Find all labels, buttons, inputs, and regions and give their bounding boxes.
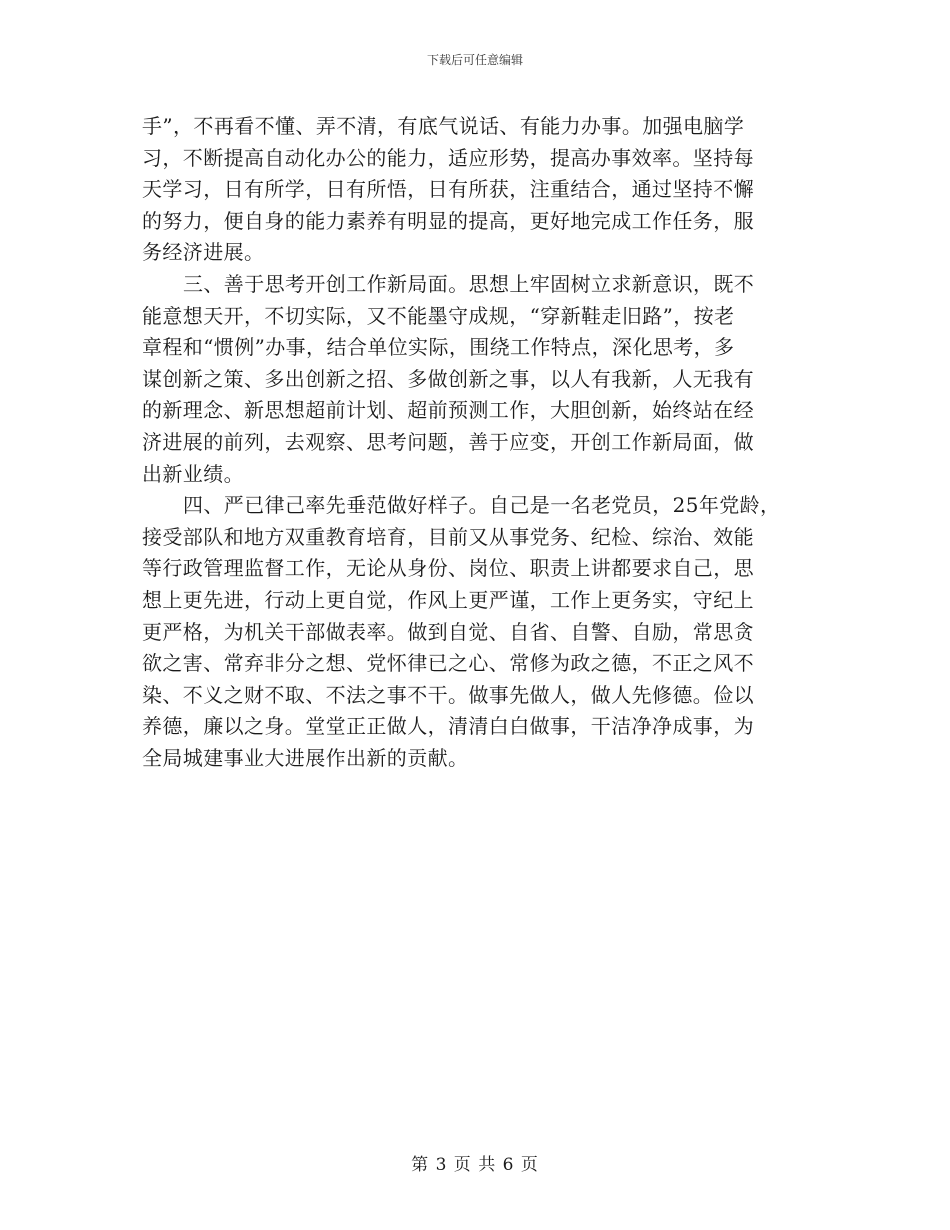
page-number-footer: 第 3 页 共 6 页 bbox=[411, 1155, 539, 1175]
text-line: 三、善于思考开创工作新局面。思想上牢固树立求新意识，既不 bbox=[183, 271, 755, 296]
text-line: 更严格，为机关干部做表率。做到自觉、自省、自警、自励，常思贪 bbox=[142, 619, 754, 644]
text-line: 济进展的前列，去观察、思考问题，善于应变，开创工作新局面，做 bbox=[142, 429, 754, 454]
paragraph-section-three bbox=[142, 269, 802, 490]
text-line: 染、不义之财不取、不法之事不干。做事先做人，做人先修德。俭以 bbox=[142, 682, 754, 707]
text-line: 的新理念、新思想超前计划、超前预测工作，大胆创新，始终站在经 bbox=[142, 398, 754, 423]
text-line: 全局城建事业大进展作出新的贡献。 bbox=[142, 745, 469, 770]
paragraph-section-four bbox=[142, 490, 802, 774]
text-line: 四、严已律己率先垂范做好样子。自己是一名老党员，25年党龄， bbox=[183, 493, 781, 518]
text-line: 接受部队和地方双重教育培育，目前又从事党务、纪检、综治、效能 bbox=[142, 524, 754, 549]
text-line: 能意想天开，不切实际，又不能墨守成规，“穿新鞋走旧路”，按老 bbox=[142, 303, 735, 328]
text-line: 出新业绩。 bbox=[142, 461, 244, 486]
text-line: 务经济进展。 bbox=[142, 240, 265, 265]
text-line: 习，不断提高自动化办公的能力，适应形势，提高办事效率。坚持每 bbox=[142, 145, 754, 170]
text-line: 想上更先进，行动上更自觉，作风上更严谨，工作上更务实，守纪上 bbox=[142, 587, 754, 612]
text-line: 章程和“惯例”办事，结合单位实际，围绕工作特点，深化思考，多 bbox=[142, 335, 735, 360]
text-line: 天学习，日有所学，日有所悟，日有所获，注重结合，通过坚持不懈 bbox=[142, 177, 754, 202]
text-line: 养德，廉以之身。堂堂正正做人，清清白白做事，干洁净净成事，为 bbox=[142, 714, 754, 739]
text-line: 谋创新之策、多出创新之招、多做创新之事，以人有我新，人无我有 bbox=[142, 366, 754, 391]
paragraph-continued bbox=[142, 111, 802, 269]
document-body bbox=[142, 111, 802, 774]
page-header: 下载后可任意编辑 bbox=[426, 53, 523, 67]
text-line: 等行政管理监督工作，无论从身份、岗位、职责上讲都要求自己，思 bbox=[142, 556, 754, 581]
text-line: 的努力，便自身的能力素养有明显的提高，更好地完成工作任务，服 bbox=[142, 208, 754, 233]
text-line: 欲之害、常弃非分之想、党怀律已之心、常修为政之德，不正之风不 bbox=[142, 651, 754, 676]
text-line: 手”，不再看不懂、弄不清，有底气说话、有能力办事。加强电脑学 bbox=[142, 114, 745, 138]
